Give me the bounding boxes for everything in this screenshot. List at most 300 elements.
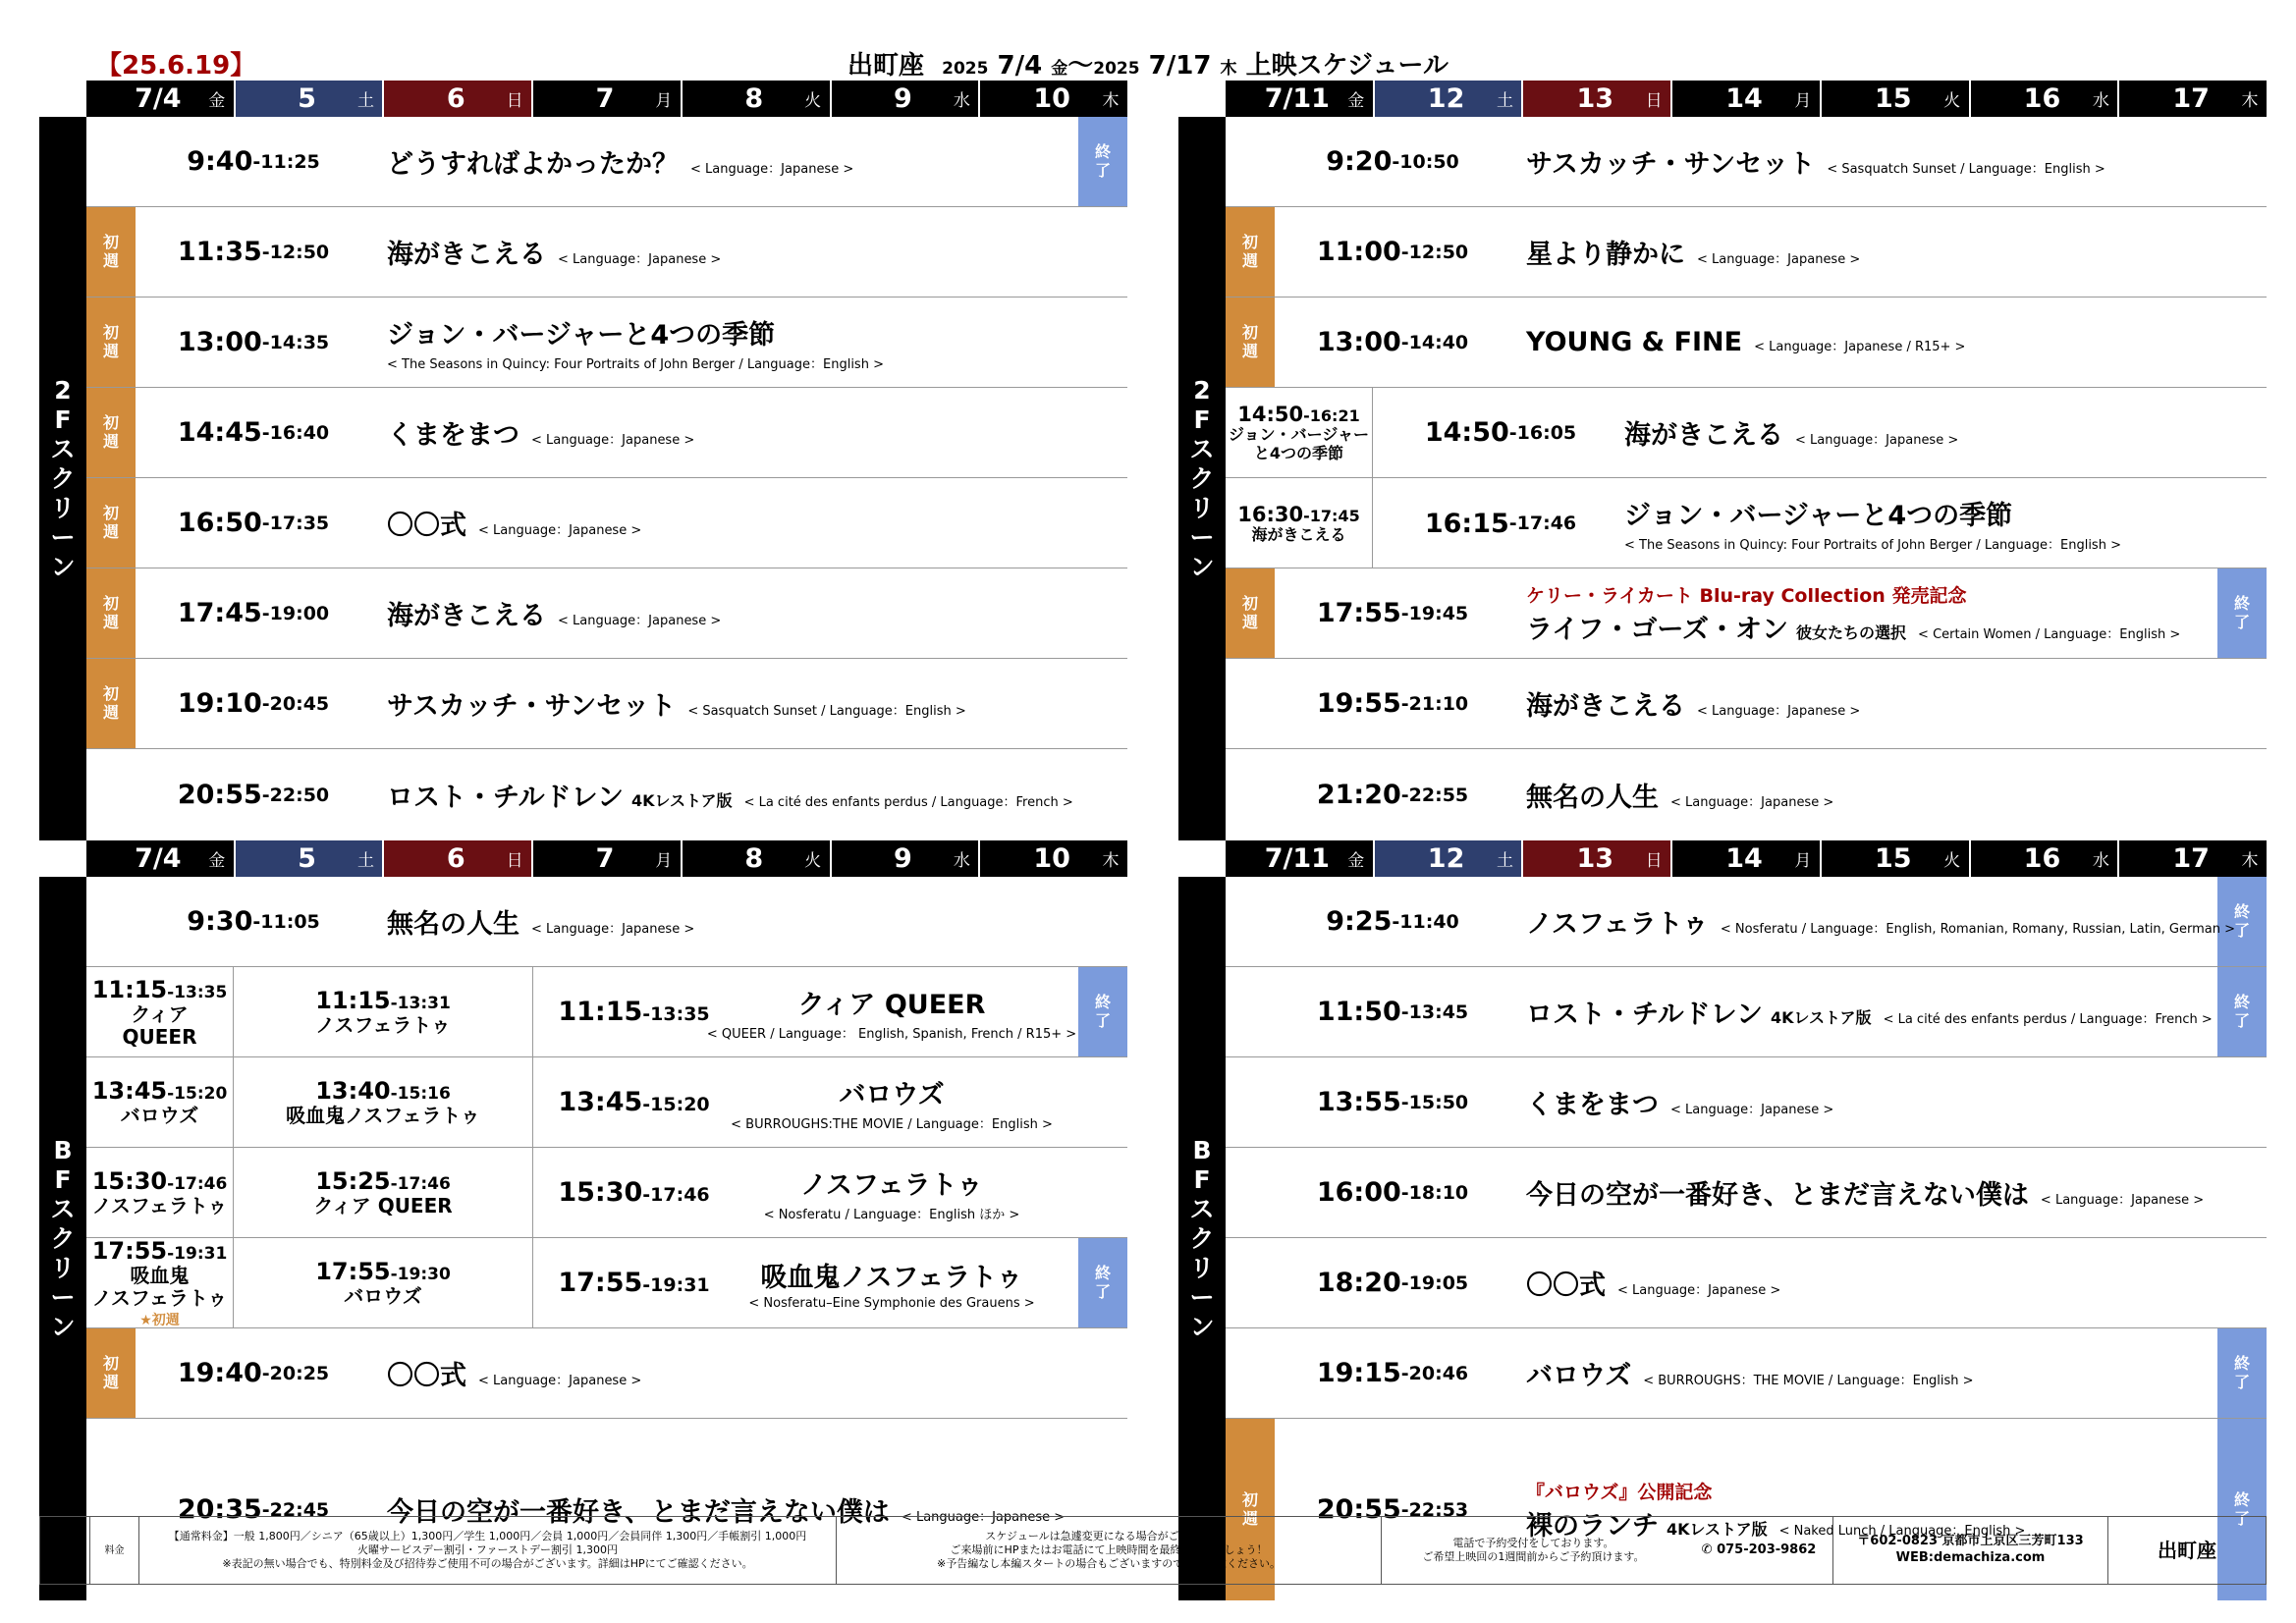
film-title: 吸血鬼ノスフェラトゥ [760, 1262, 1023, 1293]
film-info [387, 478, 1068, 568]
film-info [1624, 388, 2208, 477]
film-title: 吸血鬼ノスフェラトゥ [286, 1104, 480, 1127]
screen-label-char: B [1192, 1135, 1212, 1164]
footer-text: ご希望上映回の1週間前からご予約頂けます。 [1422, 1550, 1645, 1563]
end-time: -16:40 [261, 421, 330, 444]
film-title: 〇〇式 [1526, 1271, 1606, 1301]
first-week-badge-char: 週 [1241, 1508, 1258, 1528]
schedule-row [1226, 1148, 2267, 1238]
screen-label-char: ン [50, 552, 76, 581]
film-title-line [1526, 327, 2208, 357]
showtime [92, 976, 228, 1003]
start-time: 17:55 [1316, 598, 1401, 628]
film-title-line [387, 776, 1073, 814]
first-week-badge [1226, 568, 1275, 658]
start-time: 20:55 [177, 780, 262, 810]
schedule-rows [86, 877, 1127, 1600]
weekday-label: 水 [2092, 91, 2109, 111]
showtime [315, 1077, 451, 1105]
showtime [145, 568, 361, 658]
film-title: バロウズ [839, 1079, 945, 1110]
film-note: < The Seasons in Quincy: Four Portraits of John Berger / Language：English > [1624, 538, 2121, 553]
date-number: 8 [744, 843, 764, 874]
screen-label [39, 117, 86, 840]
first-week-badge-char: 週 [102, 612, 119, 631]
end-time: -10:50 [1392, 150, 1459, 173]
film-note: < Language：Japanese > [558, 614, 722, 628]
film-info [1526, 1328, 2208, 1418]
film-note: < La cité des enfants perdus / Language：French > [743, 795, 1073, 810]
date-cell [531, 81, 681, 117]
schedule-row [86, 749, 1127, 840]
film-info [1526, 659, 2208, 748]
ended-badge-char: 終 [2233, 594, 2250, 614]
screen-label-char: F [54, 1164, 72, 1194]
first-week-badge-char: 初 [102, 323, 119, 343]
screen-label-char: リ [50, 1253, 76, 1282]
film-title-line [1526, 902, 2236, 941]
end-time: -13:35 [642, 1003, 710, 1025]
film-title: QUEER [122, 1024, 197, 1049]
film-title-line [1526, 608, 2208, 646]
screen-label-char: ス [1189, 434, 1215, 463]
film-info [387, 298, 1068, 387]
first-week-badge-char: 初 [102, 504, 119, 523]
weekday-label: 水 [953, 91, 970, 111]
first-week-badge-char: 初 [102, 413, 119, 433]
screen-label-char: ク [1189, 1223, 1215, 1253]
date-number: 6 [446, 843, 465, 874]
start-time: 11:35 [177, 237, 262, 267]
tilde: 〜 [1067, 51, 1094, 81]
first-week-badge-char: 週 [102, 250, 119, 270]
screen-label-char: ー [50, 522, 76, 552]
year-1: 2025 [942, 59, 989, 79]
first-week-badge [1226, 207, 1275, 297]
schedule-row [1226, 207, 2267, 298]
screen-label-char: ス [1189, 1194, 1215, 1223]
early-show-cell [1226, 388, 1373, 478]
film-note: < BURROUGHS：THE MOVIE / Language：English > [1643, 1374, 1974, 1388]
showtime [145, 478, 361, 568]
date-number: 8 [744, 83, 764, 114]
film-title: ジョン・バージャーと4つの季節 [1624, 501, 2013, 531]
film-title: ノスフェラトゥ [315, 1013, 451, 1037]
date-cell [681, 81, 830, 117]
film-note: < Language：Japanese > [690, 162, 854, 177]
ended-badge-char: 終 [2233, 1354, 2250, 1374]
footer-price-label [89, 1517, 138, 1584]
first-week-badge [86, 298, 136, 387]
start-time: 13:55 [1316, 1087, 1401, 1117]
first-week-badge [86, 388, 136, 477]
screen-label-char: B [53, 1135, 73, 1164]
film-info [1526, 117, 2208, 206]
start-time: 19:10 [177, 688, 262, 719]
film-info [387, 388, 1068, 477]
end-time: -19:05 [1400, 1271, 1469, 1294]
alt-show-cell [86, 1057, 234, 1147]
film-title-line [387, 313, 1068, 352]
start-time: 21:20 [1316, 780, 1401, 810]
ended-badge [1078, 117, 1127, 206]
weekday-label: 水 [953, 851, 970, 871]
schedule-row [86, 877, 1127, 967]
schedule-row [86, 117, 1127, 207]
alt-show-cell [234, 1057, 533, 1147]
start-time: 16:50 [177, 508, 262, 538]
date-cell [1670, 81, 1820, 117]
start-time: 17:45 [177, 598, 262, 628]
start-time: 11:50 [1316, 997, 1401, 1027]
film-title-line [1526, 993, 2213, 1031]
screen-label-char: 2 [1193, 375, 1211, 405]
film-info [387, 659, 1068, 748]
film-title: と4つの季節 [1253, 443, 1344, 462]
weekday-label: 月 [1794, 851, 1812, 871]
date-number: 13 [1576, 83, 1614, 114]
schedule-row [86, 298, 1127, 388]
date-cell [86, 840, 234, 877]
end-time: -22:55 [1400, 784, 1469, 806]
alt-show-cell [86, 1238, 234, 1327]
start-time: 14:50 [1237, 403, 1304, 427]
footer-text: 電話で予約受付をしております。 [1452, 1536, 1614, 1549]
film-info [715, 1073, 1068, 1132]
ended-badge [2217, 1328, 2267, 1418]
weekday-label: 金 [208, 91, 226, 111]
film-title-line [1526, 1173, 2208, 1212]
film-info [1624, 478, 2208, 568]
film-subtitle: 彼女たちの選択 [1796, 622, 1907, 642]
panel-2f-week1 [39, 81, 1127, 840]
showtime [92, 1237, 228, 1265]
first-week-badge-char: 週 [102, 1372, 119, 1391]
showtime [315, 987, 451, 1014]
film-info [1526, 568, 2208, 658]
screen-label-char: ク [50, 463, 76, 493]
date-cell [2117, 840, 2267, 877]
date-number: 7 [595, 843, 615, 874]
year-2: 2025 [1093, 59, 1140, 79]
screen-label-char: ー [1189, 1282, 1215, 1312]
film-title: クィア [131, 1001, 189, 1026]
alt-show-cell [86, 1148, 234, 1237]
end-time: -22:45 [261, 1498, 330, 1521]
date-cell [1521, 81, 1670, 117]
screen-label [1178, 877, 1226, 1600]
date-number: 7 [595, 83, 615, 114]
footer-text: 各回 [55, 1539, 74, 1549]
film-subtitle: 4Kレストア版 [1667, 1519, 1768, 1539]
end-time: -20:45 [261, 692, 330, 715]
end-time: -22:53 [1400, 1498, 1469, 1521]
film-title: ロスト・チルドレン [1526, 1000, 1763, 1030]
panel-bf-week2 [1178, 840, 2267, 1600]
schedule-row-multi [86, 1238, 1127, 1328]
ended-badge [2217, 568, 2267, 658]
showtime [145, 207, 361, 297]
date-number: 13 [1576, 843, 1614, 874]
film-title: バロウズ [344, 1284, 422, 1308]
start-time: 14:45 [177, 417, 262, 448]
film-info [715, 1256, 1068, 1311]
end-time: -15:20 [167, 1084, 228, 1104]
film-title-line [387, 684, 1068, 723]
end-time: -11:40 [1392, 910, 1459, 933]
date-number: 15 [1874, 83, 1912, 114]
schedule-row [86, 388, 1127, 478]
theater-name: 出町座 [847, 51, 924, 81]
schedule-row [86, 207, 1127, 298]
film-info [715, 1163, 1068, 1222]
schedule-row [1226, 967, 2267, 1057]
schedule-row [1226, 659, 2267, 749]
weekday-label: 日 [506, 91, 523, 111]
ended-badge-char: 終 [2233, 902, 2250, 922]
end-time: -17:35 [261, 512, 330, 534]
weekday-label: 火 [804, 851, 822, 871]
film-title: 〇〇式 [387, 511, 466, 541]
film-title: ジョン・バージャーと4つの季節 [387, 319, 776, 351]
end-time: -17:46 [167, 1174, 228, 1194]
film-note: < Language：Japanese > [1670, 795, 1834, 810]
weekday-label: 木 [2241, 851, 2259, 871]
film-title: 海がきこえる [1624, 420, 1783, 451]
schedule-row [86, 659, 1127, 749]
film-title: 海がきこえる [1526, 691, 1685, 722]
showtime [1285, 1148, 1501, 1237]
end-time: -16:05 [1508, 421, 1577, 444]
start-time: 19:15 [1316, 1358, 1401, 1388]
film-title-line [387, 413, 1068, 452]
ended-badge [1078, 967, 1127, 1056]
phone-number: ✆ 075-203-9862 [1701, 1542, 1817, 1557]
end-time: -18:10 [1400, 1181, 1469, 1204]
date-cell [1373, 840, 1522, 877]
date-number: 16 [2023, 83, 2061, 114]
film-note: < Language：Japanese > [1697, 704, 1861, 719]
start-time: 13:45 [91, 1077, 168, 1105]
film-title: 無名の人生 [387, 909, 519, 940]
showtime [315, 1167, 451, 1195]
film-title-line [387, 594, 1068, 632]
film-info [1526, 1057, 2208, 1147]
alt-show-cell [234, 967, 533, 1056]
footer-text: 入替制 [51, 1550, 79, 1560]
date-cell [978, 840, 1127, 877]
schedule-rows [86, 117, 1127, 840]
end-time: -15:50 [1400, 1091, 1469, 1113]
first-week-badge-char: 初 [1241, 323, 1258, 343]
film-subtitle: 4Kレストア版 [1770, 1008, 1872, 1027]
schedule-row-multi [86, 1057, 1127, 1148]
footer-logo [2107, 1517, 2266, 1584]
film-note: < QUEER / Language： English, Spanish, French / R15+ > [706, 1026, 1077, 1042]
start-time: 11:15 [558, 997, 643, 1027]
film-note: < Language：Japanese > [558, 252, 722, 267]
film-title: くまをまつ [1526, 1090, 1659, 1120]
screen-label-char: ス [50, 434, 76, 463]
film-note: < Language：Japanese > [1670, 1103, 1834, 1117]
showtime [1285, 659, 1501, 748]
schedule-row [86, 1328, 1127, 1419]
date-number: 7/11 [1264, 83, 1330, 114]
film-info [387, 877, 1068, 966]
film-title: クィア QUEER [313, 1194, 453, 1217]
film-note: < Nosferatu–Eine Symphonie des Grauens > [748, 1295, 1035, 1311]
film-note: < Sasquatch Sunset / Language：English > [687, 704, 966, 719]
screen-label-char: F [1193, 1164, 1211, 1194]
ended-badge-char: 了 [1094, 160, 1111, 180]
screen-label-char: ク [50, 1223, 76, 1253]
ended-badge-char: 了 [1094, 1010, 1111, 1030]
film-title: どうすればよかったか？ [387, 149, 679, 180]
showtime [1285, 967, 1501, 1056]
film-title: くまをまつ [387, 420, 519, 451]
weekday-label: 金 [1347, 851, 1365, 871]
film-title-line [1526, 776, 2208, 814]
start-time: 17:55 [91, 1236, 168, 1265]
end-time: -15:20 [642, 1094, 710, 1115]
start-time: 9:25 [1326, 906, 1393, 937]
screen-label-char: ン [1189, 552, 1215, 581]
date-cell [382, 840, 531, 877]
footer-text: ご来場前にHPまたはお電話にて上映時間を最終確認しましょう！ [950, 1542, 1268, 1556]
issue-date: 【25.6.19】 [96, 51, 256, 81]
end-time: -19:30 [390, 1265, 451, 1284]
film-title: クィア QUEER [797, 989, 986, 1020]
date-number: 9 [894, 843, 912, 874]
showtime [145, 117, 361, 206]
end-time: -15:16 [390, 1084, 451, 1104]
film-note: < Sasquatch Sunset / Language：English > [1827, 162, 2105, 177]
date-cell [830, 81, 979, 117]
panel-2f-week2 [1178, 81, 2267, 840]
end-time: -12:50 [1400, 241, 1469, 263]
ended-badge-char: 終 [2233, 993, 2250, 1012]
date-cell [1820, 840, 1969, 877]
showtime [92, 1167, 228, 1195]
showtime [1237, 403, 1359, 426]
alt-show-cell [234, 1148, 533, 1237]
weekday-label: 日 [1645, 851, 1663, 871]
showtime [1285, 877, 1501, 966]
weekday-label: 火 [1943, 91, 1961, 111]
showtime [1412, 388, 1589, 477]
date-cell [1820, 81, 1969, 117]
first-week-badge-char: 週 [102, 341, 119, 360]
ended-badge-char: 終 [1094, 1264, 1111, 1283]
start-time: 16:00 [1316, 1177, 1401, 1208]
date-cell [2117, 81, 2267, 117]
title-suffix: 上映スケジュール [1245, 51, 1449, 81]
first-week-badge-char: 週 [1241, 612, 1258, 631]
showtime [145, 749, 361, 840]
start-time: 13:40 [315, 1077, 391, 1105]
date-number: 9 [894, 83, 912, 114]
film-title: バロウズ [1526, 1361, 1632, 1391]
start-time: 13:00 [177, 327, 262, 357]
date-number: 17 [2172, 843, 2210, 874]
date-number: 17 [2172, 83, 2210, 114]
screen-label [1178, 117, 1226, 840]
showtime [1285, 749, 1501, 840]
date-number: 14 [1725, 843, 1763, 874]
end-time: -16:21 [1303, 406, 1360, 426]
film-title-line [387, 142, 1068, 181]
date-number: 5 [298, 83, 316, 114]
start-time: 18:20 [1316, 1268, 1401, 1298]
weekday-label: 月 [1794, 91, 1812, 111]
showtime [1285, 117, 1501, 206]
ended-badge-char: 了 [2233, 1372, 2250, 1391]
film-note: < Language：Japanese > [478, 1374, 642, 1388]
schedule-row [86, 478, 1127, 568]
schedule-row [1226, 298, 2267, 388]
footer-text: 火曜サービスデー割引・ファーストデー割引 1,300円 [357, 1542, 618, 1556]
film-subtitle: 4Kレストア版 [630, 791, 733, 810]
film-note: < Nosferatu / Language：English ほか > [763, 1207, 1020, 1222]
first-week-badge-char: 初 [102, 1354, 119, 1374]
footer-notice [836, 1517, 1381, 1584]
date-number: 14 [1725, 83, 1763, 114]
schedule-row [1226, 1057, 2267, 1148]
film-title-line [1624, 494, 2208, 532]
address: 〒602-0823 京都市上京区三芳町133 [1857, 1534, 2084, 1549]
first-week-badge-char: 初 [1241, 233, 1258, 252]
film-title: サスカッチ・サンセット [1526, 149, 1816, 180]
start-time: 16:15 [1424, 508, 1509, 539]
start-time: 17:55 [315, 1258, 391, 1285]
showtime [92, 1077, 228, 1105]
showtime [1285, 568, 1501, 658]
date-number: 12 [1427, 83, 1465, 114]
film-title: ノスフェラトゥ [91, 1285, 228, 1310]
end-time: -20:25 [261, 1362, 330, 1384]
film-note: < Language：Japanese > [531, 433, 695, 448]
film-note: < Language：Japanese > [2040, 1193, 2205, 1208]
end-time: -17:46 [1508, 513, 1577, 534]
film-note: < Language：Japanese > [1617, 1283, 1781, 1298]
date-header [1226, 81, 2267, 117]
weekday-label: 金 [1347, 91, 1365, 111]
ended-badge-char: 終 [1094, 142, 1111, 162]
schedule-row [1226, 1238, 2267, 1328]
showtime [553, 1268, 715, 1298]
film-note: < Language：Japanese / R15+ > [1754, 340, 1966, 354]
main-show [553, 1238, 1068, 1327]
date-number: 16 [2023, 843, 2061, 874]
film-note: < Certain Women / Language：English > [1918, 626, 2181, 642]
film-info [1526, 207, 2208, 297]
first-week-badge-char: 初 [1241, 1490, 1258, 1510]
schedule-row-split [1226, 388, 2267, 568]
film-note: < BURROUGHS:THE MOVIE / Language：English > [731, 1116, 1053, 1132]
date-number: 7/11 [1264, 843, 1330, 874]
showtime [1285, 1238, 1501, 1327]
showtime [1412, 478, 1589, 568]
film-title-line [387, 902, 1068, 941]
start-time: 20:55 [1316, 1494, 1401, 1525]
date-header [86, 81, 1127, 117]
film-info [387, 749, 1073, 840]
footer-text: 【通常料金】一般 1,800円／シニア（65歳以上）1,300円／学生 1,000円／会員 1,000円／会員同伴 1,300円／手帳割引 1,000円 [168, 1529, 807, 1542]
film-title-line [1526, 1354, 2208, 1392]
first-week-badge [86, 478, 136, 568]
film-info [706, 983, 1077, 1042]
screen-label-char: F [54, 405, 72, 434]
